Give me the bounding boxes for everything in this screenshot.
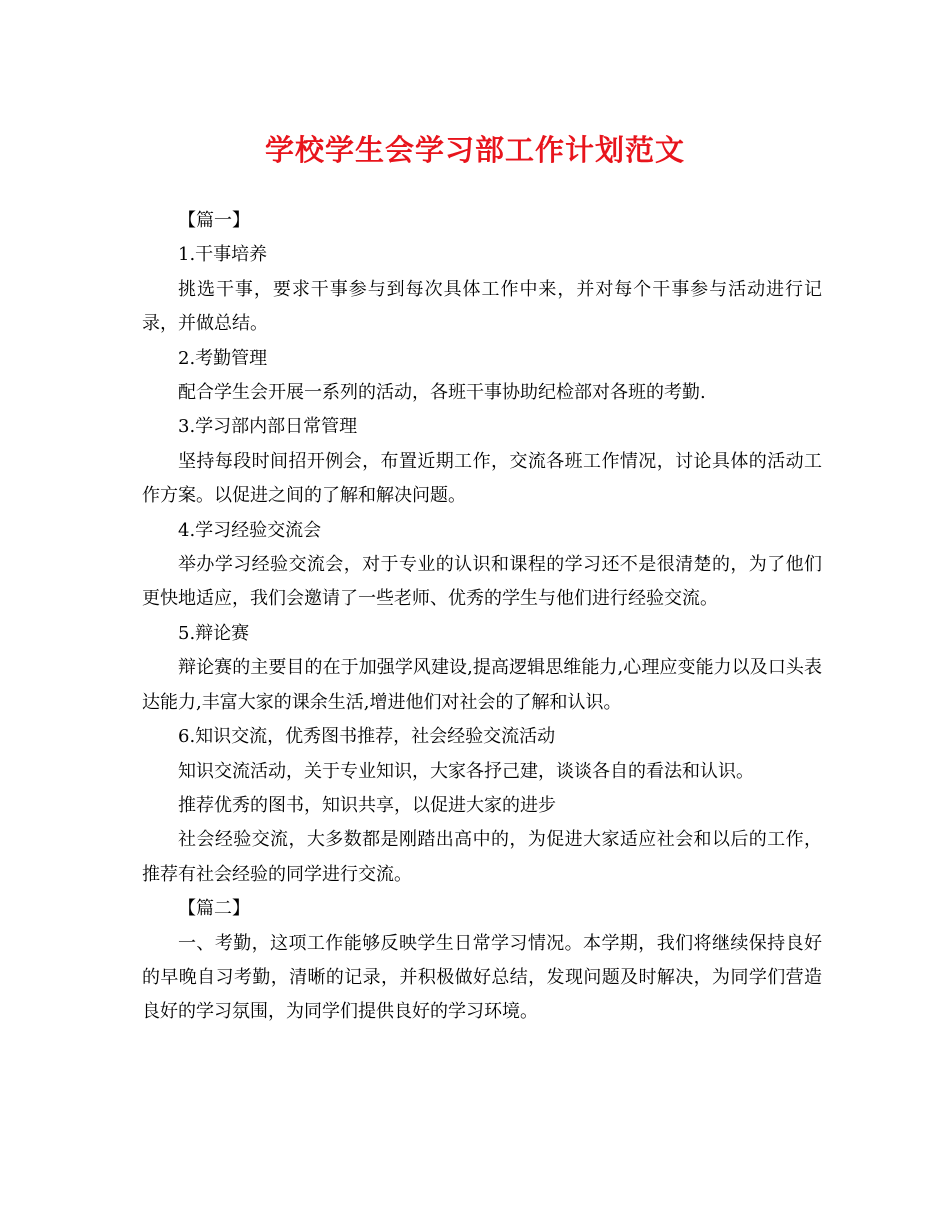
paragraph: 知识交流活动，关于专业知识，大家各抒己建，谈谈各自的看法和认识。 bbox=[178, 760, 754, 782]
section-heading-1: 【篇一】 bbox=[178, 210, 250, 231]
item-heading-3: 3.学习部内部日常管理 bbox=[178, 416, 358, 438]
paragraph: 挑选干事，要求干事参与到每次具体工作中来，并对每个干事参与活动进行记录，并做总结。 bbox=[142, 278, 822, 335]
paragraph: 辩论赛的主要目的在于加强学风建设,提高逻辑思维能力,心理应变能力以及口头表达能力,丰富大家的课余生活,增进他们对社会的了解和认识。 bbox=[142, 657, 822, 713]
item-heading-4: 4.学习经验交流会 bbox=[178, 519, 322, 541]
document-title: 学校学生会学习部工作计划范文 bbox=[264, 133, 685, 167]
paragraph: 举办学习经验交流会，对于专业的认识和课程的学习还不是很清楚的，为了他们更快地适应，我们会邀请了一些老师、优秀的学生与他们进行经验交流。 bbox=[142, 554, 822, 610]
paragraph: 一、考勤，这项工作能够反映学生日常学习情况。本学期，我们将继续保持良好的早晚自习考勤，清晰的记录，并积极做好总结，发现问题及时解决，为同学们营造良好的学习氛围，为同学们提供良好的学习环境。 bbox=[142, 932, 822, 1023]
paragraph: 坚持每段时间招开例会，布置近期工作，交流各班工作情况，讨论具体的活动工作方案。以促进之间的了解和解决问题。 bbox=[142, 450, 822, 507]
item-heading-6: 6.知识交流，优秀图书推荐，社会经验交流活动 bbox=[178, 726, 556, 748]
item-heading-2: 2.考勤管理 bbox=[178, 347, 268, 369]
paragraph: 社会经验交流，大多数都是刚踏出高中的，为促进大家适应社会和以后的工作，推荐有社会经验的同学进行交流。 bbox=[142, 829, 822, 885]
item-heading-5: 5.辩论赛 bbox=[178, 622, 250, 644]
paragraph: 推荐优秀的图书，知识共享，以促进大家的进步 bbox=[178, 794, 556, 816]
section-heading-2: 【篇二】 bbox=[178, 898, 250, 920]
item-heading-1: 1.干事培养 bbox=[178, 244, 268, 266]
paragraph: 配合学生会开展一系列的活动，各班干事协助纪检部对各班的考勤. bbox=[178, 382, 706, 404]
document-body bbox=[142, 204, 822, 1030]
